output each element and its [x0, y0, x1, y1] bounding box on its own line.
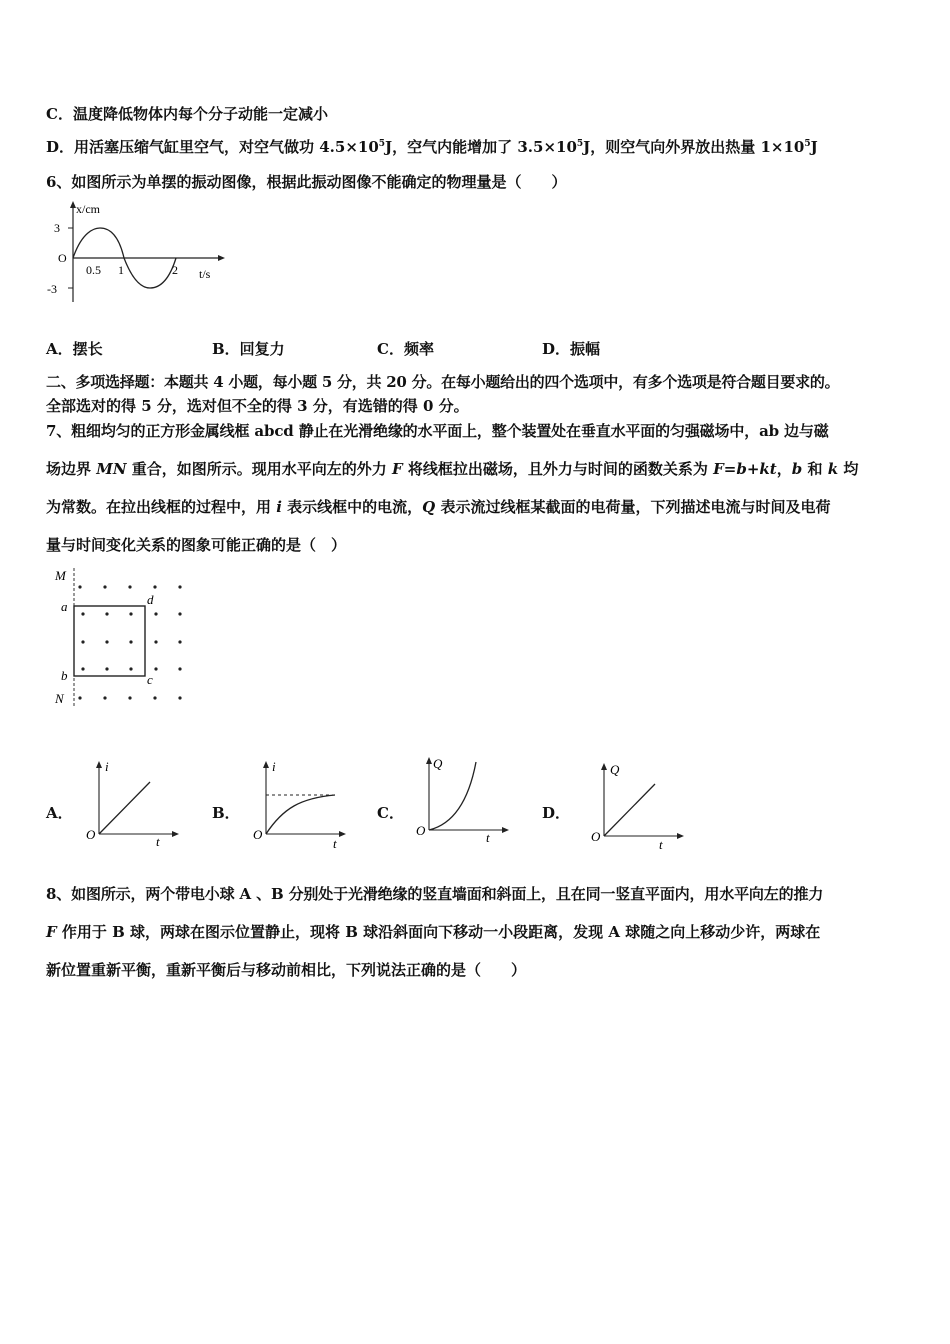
svg-text:O: O: [416, 823, 426, 838]
svg-text:i: i: [272, 759, 276, 774]
q6-ylabel: x/cm: [76, 202, 100, 216]
svg-text:Q: Q: [433, 756, 443, 771]
q7-option-d: D．: [542, 804, 571, 822]
q7-label-c: c: [147, 672, 153, 687]
q5-option-d: D．用活塞压缩气缸里空气，对空气做功 $4.5\times 10^5J$，空气内能增加了 $3.5\times 10^5J$，则空气向外界放出热量 $1\times 10^5J$: [46, 138, 818, 156]
q7-line1: 7、粗细均匀的正方形金属线框 abcd 静止在光滑绝缘的水平面上，整个装置处在垂直水平面的匀强磁场中，ab 边与磁: [46, 422, 829, 440]
q8-line2: F 作用于 B 球，两球在图示位置静止，现将 B 球沿斜面向下移动一小段距离，发现 A 球随之向上移动少许，两球在: [46, 923, 821, 941]
q7-option-c: C．: [377, 804, 404, 822]
svg-text:O: O: [86, 827, 96, 842]
svg-text:t: t: [333, 836, 337, 850]
q6-tick-3: 3: [54, 221, 60, 235]
svg-text:t: t: [659, 837, 663, 852]
q7-line4: 量与时间变化关系的图象可能正确的是（ ）: [46, 536, 347, 554]
q6-option-a: A．摆长: [46, 340, 103, 358]
q8-line3: 新位置重新平衡，重新平衡后与移动前相比，下列说法正确的是（ ）: [46, 961, 527, 979]
q7-graph-b: [251, 758, 351, 850]
q8-line1: 8、如图所示，两个带电小球 A 、B 分别处于光滑绝缘的竖直墙面和斜面上，且在同一竖直平面内，用水平向左的推力: [46, 885, 824, 903]
q6-origin: O: [58, 251, 67, 265]
q6-tick-1: 1: [118, 263, 124, 277]
svg-text:t: t: [486, 830, 490, 845]
q7-label-a: a: [61, 599, 68, 614]
section2-scoring: 全部选对的得 5 分，选对但不全的得 3 分，有选错的得 0 分。: [46, 397, 469, 415]
q6-option-c: C．频率: [377, 340, 434, 358]
q6-tick-2: 2: [172, 263, 178, 277]
svg-text:O: O: [591, 829, 601, 844]
q6-stem: 6、如图所示为单摆的振动图像，根据此振动图像不能确定的物理量是（ ）: [46, 173, 567, 191]
q6-xlabel: t/s: [199, 267, 211, 281]
q5-option-c: C．温度降低物体内每个分子动能一定减小: [46, 105, 328, 123]
svg-text:O: O: [253, 827, 263, 842]
q7-label-d: d: [147, 592, 154, 607]
svg-text:t: t: [156, 834, 160, 849]
section2-heading: 二、多项选择题：本题共 4 小题，每小题 5 分，共 20 分。在每小题给出的四个选项中，有多个选项是符合题目要求的。: [46, 373, 840, 391]
q6-tick-0-5: 0.5: [86, 263, 101, 277]
q7-frame-figure: [50, 566, 200, 712]
q7-label-m: M: [55, 568, 66, 583]
svg-text:i: i: [105, 759, 109, 774]
svg-text:Q: Q: [610, 762, 620, 777]
q7-line2: 场边界 MN 重合，如图所示。现用水平向左的外力 F 将线框拉出磁场，且外力与时间的函数关系为 F=b+kt，b 和 k 均: [46, 460, 859, 478]
q6-option-d: D．振幅: [542, 340, 601, 358]
q7-graph-d: [589, 760, 689, 852]
q7-label-b: b: [61, 668, 68, 683]
q6-tick-neg3: -3: [47, 282, 57, 296]
q7-line3: 为常数。在拉出线框的过程中，用 i 表示线框中的电流，Q 表示流过线框某截面的电荷量，下列描述电流与时间及电荷: [46, 498, 831, 516]
q7-label-n: N: [55, 691, 64, 706]
q6-option-b: B．回复力: [212, 340, 285, 358]
q7-graph-a: [84, 758, 184, 850]
q6-vibration-graph: [44, 198, 234, 306]
q7-option-b: B．: [212, 804, 240, 822]
q7-option-a: A．: [46, 804, 73, 822]
q7-graph-c: [414, 754, 514, 846]
